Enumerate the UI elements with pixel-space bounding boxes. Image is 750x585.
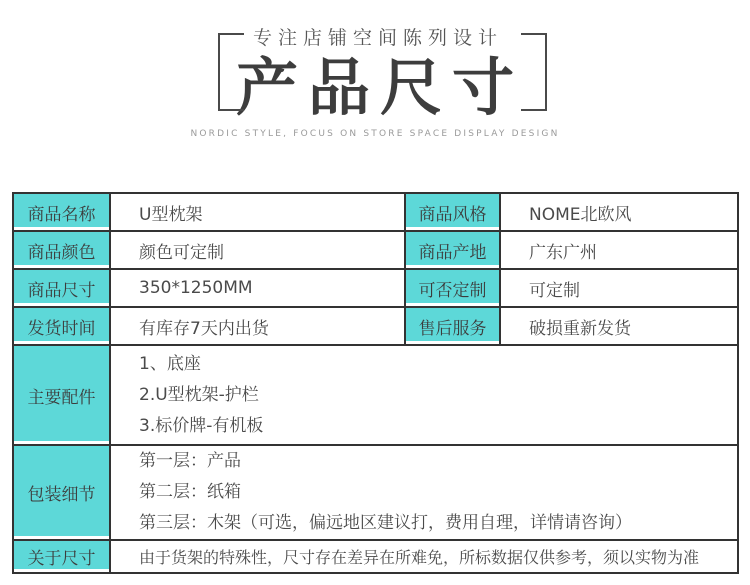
spec-value-about-size: 由于货架的特殊性，尺寸存在差异在所难免，所标数据仅供参考，须以实物为准	[110, 540, 738, 573]
spec-label-color: 商品颜色	[13, 231, 110, 269]
table-row	[13, 307, 738, 345]
header-caption-en: NORDIC STYLE, FOCUS ON STORE SPACE DISPLAY DESIGN	[190, 129, 560, 139]
packaging-line: 第二层：纸箱	[139, 482, 241, 502]
table-row	[13, 445, 738, 540]
header-banner	[0, 0, 750, 139]
spec-value-color: 颜色可定制	[110, 231, 405, 269]
table-row	[13, 231, 738, 269]
parts-line: 3.标价牌-有机板	[139, 415, 264, 436]
parts-line: 2.U型枕架-护栏	[139, 384, 259, 405]
spec-value-dimensions: 350*1250MM	[110, 269, 405, 307]
packaging-line: 第三层：木架（可选，偏远地区建议打，费用自理，详情请咨询）	[139, 513, 632, 533]
spec-label-customizable: 可否定制	[405, 269, 500, 307]
table-row	[13, 269, 738, 307]
spec-value-main-parts	[110, 345, 738, 445]
right-bracket-decoration	[521, 33, 547, 111]
spec-label-after-sales: 售后服务	[405, 307, 500, 345]
spec-label-dimensions: 商品尺寸	[13, 269, 110, 307]
spec-label-origin: 商品产地	[405, 231, 500, 269]
left-bracket-decoration	[218, 33, 244, 111]
spec-value-customizable: 可定制	[500, 269, 738, 307]
spec-label-style: 商品风格	[405, 193, 500, 231]
spec-value-product-name: U型枕架	[110, 193, 405, 231]
spec-label-main-parts: 主要配件	[13, 345, 110, 445]
spec-label-product-name: 商品名称	[13, 193, 110, 231]
spec-value-origin: 广东广州	[500, 231, 738, 269]
table-row	[13, 193, 738, 231]
spec-value-shipping-time: 有库存7天内出货	[110, 307, 405, 345]
packaging-line: 第一层：产品	[139, 451, 241, 471]
product-spec-table	[12, 192, 739, 574]
table-row	[13, 345, 738, 445]
header-subtitle: 专注店铺空间陈列设计	[252, 27, 503, 49]
parts-line: 1、底座	[139, 353, 201, 374]
page-title: 产品尺寸	[235, 51, 524, 124]
spec-label-about-size: 关于尺寸	[13, 540, 110, 573]
spec-label-shipping-time: 发货时间	[13, 307, 110, 345]
spec-value-packaging	[110, 445, 738, 540]
spec-value-after-sales: 破损重新发货	[500, 307, 738, 345]
spec-value-style: NOME北欧风	[500, 193, 738, 231]
spec-label-packaging: 包装细节	[13, 445, 110, 540]
table-row	[13, 540, 738, 573]
